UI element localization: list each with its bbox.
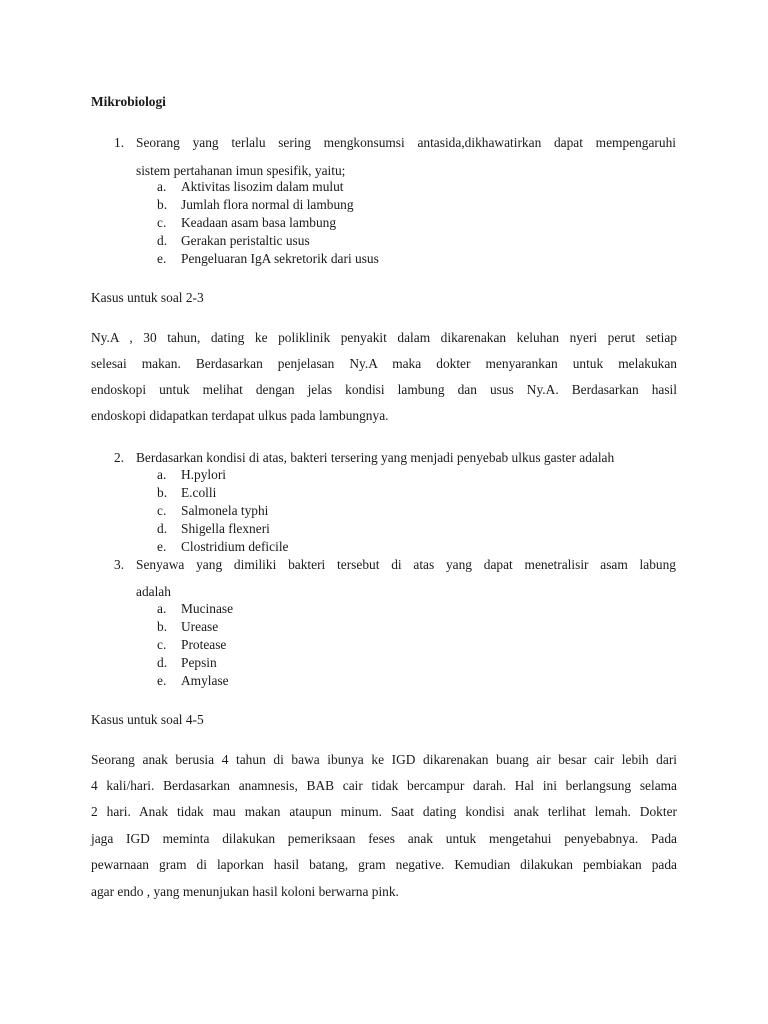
option-letter: a. (157, 601, 167, 616)
option-letter: b. (157, 485, 168, 500)
paragraph-line: jaga IGD meminta dilakukan pemeriksaan feses anak untuk mengetahui penyebabnya. Pada (91, 831, 677, 846)
question-number: 1. (114, 135, 125, 150)
option-letter: c. (157, 503, 167, 518)
option-letter: b. (157, 197, 168, 212)
option-text: E.colli (181, 485, 217, 500)
paragraph-line: Ny.A , 30 tahun, dating ke poliklinik penyakit dalam dikarenakan keluhan nyeri perut setiap (91, 330, 677, 345)
paragraph-line: endoskopi untuk melihat dengan jelas kondisi lambung dan usus Ny.A. Berdasarkan hasil (91, 382, 677, 397)
question-number: 2. (114, 450, 125, 465)
option-letter: e. (157, 673, 167, 688)
option-letter: a. (157, 179, 167, 194)
option-text: Protease (181, 637, 227, 652)
question-text: Seorang yang terlalu sering mengkonsumsi antasida,dikhawatirkan dapat mempengaruhi (136, 135, 676, 150)
option-letter: d. (157, 655, 168, 670)
option-text: Shigella flexneri (181, 521, 270, 536)
option-text: Amylase (181, 673, 229, 688)
option-letter: b. (157, 619, 168, 634)
option-letter: c. (157, 215, 167, 230)
question-text-continued: sistem pertahanan imun spesifik, yaitu; (136, 163, 346, 178)
paragraph-line: Seorang anak berusia 4 tahun di bawa ibunya ke IGD dikarenakan buang air besar cair lebih dari (91, 752, 677, 767)
option-text: Aktivitas lisozim dalam mulut (181, 179, 344, 194)
option-text: Keadaan asam basa lambung (181, 215, 337, 230)
option-text: H.pylori (181, 467, 227, 482)
document-title: Mikrobiologi (91, 94, 166, 109)
option-letter: e. (157, 539, 167, 554)
option-letter: d. (157, 233, 168, 248)
option-letter: a. (157, 467, 167, 482)
paragraph-line: selesai makan. Berdasarkan penjelasan Ny.A maka dokter menyarankan untuk melakukan (91, 356, 677, 371)
question-text-continued: adalah (136, 584, 171, 599)
option-letter: c. (157, 637, 167, 652)
option-text: Urease (181, 619, 219, 634)
case-heading: Kasus untuk soal 2-3 (91, 290, 204, 305)
option-text: Gerakan peristaltic usus (181, 233, 310, 248)
option-text: Clostridium deficile (181, 539, 289, 554)
option-text: Mucinase (181, 601, 234, 616)
question-number: 3. (114, 557, 125, 572)
paragraph-line: 4 kali/hari. Berdasarkan anamnesis, BAB cair tidak bercampur darah. Hal ini berlangsung selama (91, 778, 677, 793)
option-letter: e. (157, 251, 167, 266)
paragraph-line: endoskopi didapatkan terdapat ulkus pada lambungnya. (91, 408, 389, 423)
option-letter: d. (157, 521, 168, 536)
paragraph-line: agar endo , yang menunjukan hasil koloni berwarna pink. (91, 884, 399, 899)
option-text: Pengeluaran IgA sekretorik dari usus (181, 251, 379, 266)
case-heading: Kasus untuk soal 4-5 (91, 712, 204, 727)
question-text: Berdasarkan kondisi di atas, bakteri tersering yang menjadi penyebab ulkus gaster adalah (136, 450, 615, 465)
option-text: Jumlah flora normal di lambung (181, 197, 354, 212)
option-text: Salmonela typhi (181, 503, 269, 518)
paragraph-line: pewarnaan gram di laporkan hasil batang, gram negative. Kemudian dilakukan pembiakan pada (91, 857, 677, 872)
question-text: Senyawa yang dimiliki bakteri tersebut di atas yang dapat menetralisir asam labung (136, 557, 676, 572)
paragraph-line: 2 hari. Anak tidak mau makan ataupun minum. Saat dating kondisi anak terlihat lemah. Dokter (91, 804, 677, 819)
option-text: Pepsin (181, 655, 217, 670)
